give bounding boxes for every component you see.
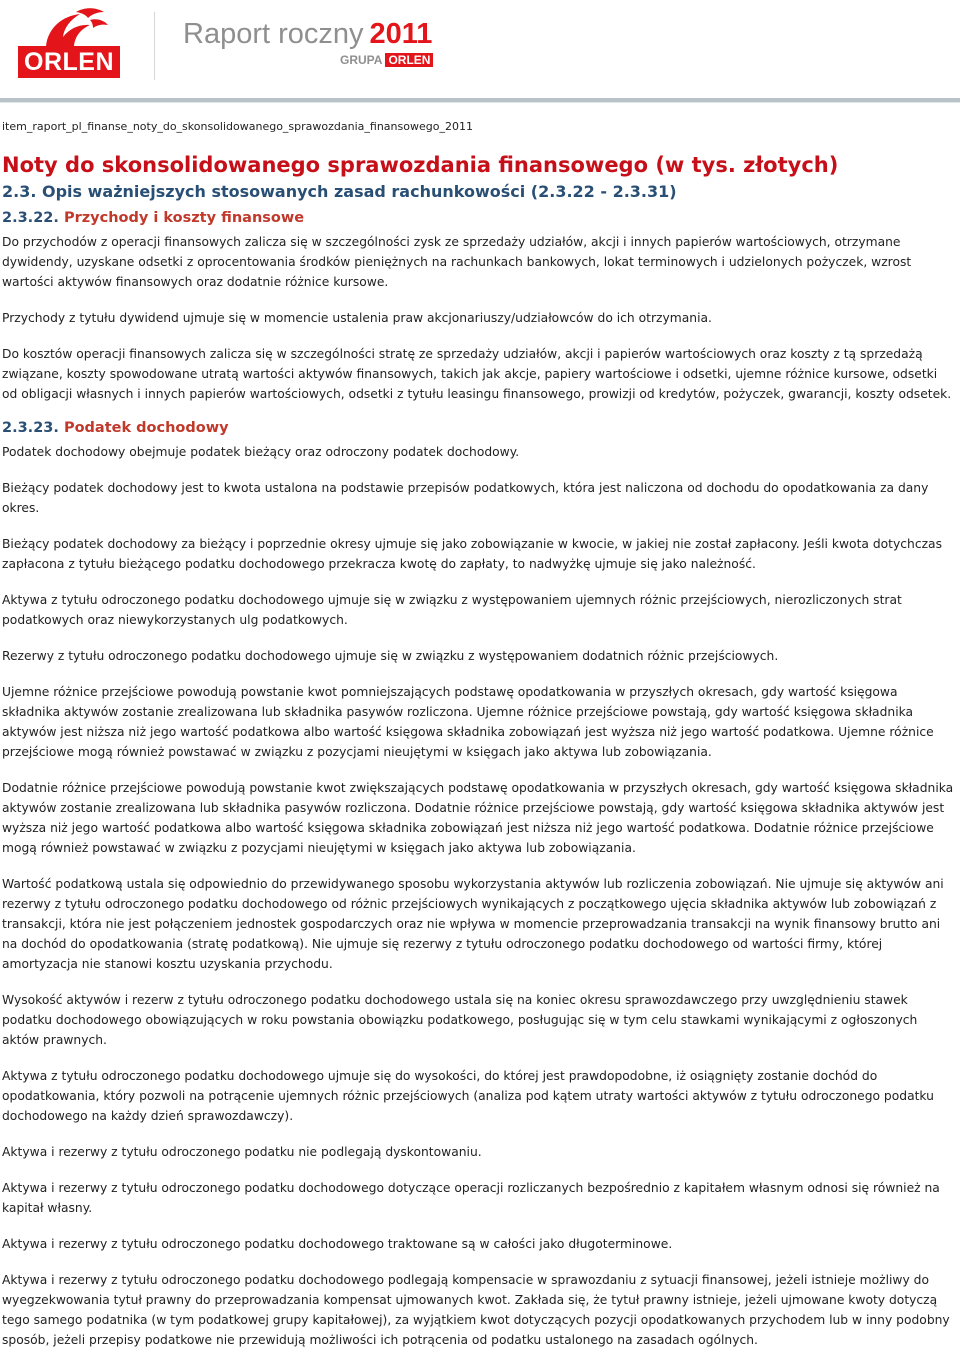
logo-wordmark: ORLEN bbox=[18, 46, 120, 78]
paragraph: Bieżący podatek dochodowy za bieżący i poprzednie okresy ujmuje się jako zobowiązanie w kwocie, w jakiej nie został zapłacony. Jeśli kwota dotychczas zapłacona z tytułu bieżącego podatku dochodowego przekracza kwotę do zapłaty, to nadwyżkę ujmuje się jako należność. bbox=[2, 537, 942, 571]
grupa-orlen-label bbox=[340, 53, 433, 68]
paragraph: Aktywa z tytułu odroczonego podatku dochodowego ujmuje się w związku z występowaniem ujemnych różnic przejściowych, nierozliczonych strat podatkowych oraz niewykorzystanych ulg podatkowych. bbox=[2, 593, 902, 627]
paragraph: Podatek dochodowy obejmuje podatek bieżący oraz odroczony podatek dochodowy. bbox=[2, 445, 520, 459]
item-identifier: item_raport_pl_finanse_noty_do_skonsolidowanego_sprawozdania_finansowego_2011 bbox=[2, 120, 473, 133]
paragraph: Aktywa z tytułu odroczonego podatku dochodowego ujmuje się do wysokości, do której jest prawdopodobne, iż osiągnięty zostanie dochód do opodatkowania, który pozwoli na potrącenie ujemnych różnic przejściowych (analiza pod kątem utraty wartości aktywów z tytułu odroczonego podatku dochodowego na każdy dzień sprawozdawczy). bbox=[2, 1069, 934, 1123]
report-title bbox=[183, 14, 432, 54]
subsection-heading-2-3-22 bbox=[2, 204, 954, 232]
document-content bbox=[2, 119, 954, 1366]
eagle-icon bbox=[18, 6, 120, 48]
paragraph: Wysokość aktywów i rezerw z tytułu odroczonego podatku dochodowego ustala się na koniec okresu sprawozdawczego przy uwzględnieniu stawek podatku dochodowego obowiązujących w roku powstania obowiązku podatkowego, posługując się w tym celu stawkami wynikającymi z ogłoszonych aktów prawnych. bbox=[2, 993, 918, 1047]
section-heading: 2.3. Opis ważniejszych stosowanych zasad rachunkowości (2.3.22 - 2.3.31) bbox=[2, 182, 677, 201]
paragraph: Aktywa i rezerwy z tytułu odroczonego podatku dochodowego dotyczące operacji rozliczanych bezpośrednio z kapitałem własnym odnosi się również na kapitał własny. bbox=[2, 1181, 940, 1215]
subsection-heading-2-3-23 bbox=[2, 414, 954, 442]
paragraph: Do kosztów operacji finansowych zalicza się w szczególności stratę ze sprzedaży udziałów, akcji i papierów wartościowych oraz koszty z tą sprzedażą związane, koszty spowodowane utratą wartości aktywów finansowych, takich jak akcje, papiery wartościowe i odsetki, ujemne różnice kursowe, odsetki od obligacji własnych i innych papierów wartościowych, odsetki z tytułu leasingu finansowego, prowizji od kredytów, pożyczek, gwarancji, koszty odsetek. bbox=[2, 347, 952, 401]
paragraph: Przychody z tytułu dywidend ujmuje się w momencie ustalenia praw akcjonariuszy/udziałowców do ich otrzymania. bbox=[2, 311, 712, 325]
paragraph: Bieżący podatek dochodowy jest to kwota ustalona na podstawie przepisów podatkowych, która jest naliczona od dochodu do opodatkowania za dany okres. bbox=[2, 481, 929, 515]
report-header bbox=[0, 0, 960, 100]
header-rule-shadow bbox=[0, 102, 960, 103]
orlen-logo[interactable] bbox=[18, 6, 120, 78]
paragraph: Dodatnie różnice przejściowe powodują powstanie kwot zwiększających podstawę opodatkowania w przyszłych okresach, gdy wartość księgowa składnika aktywów zostanie zrealizowana lub składnika pasywów rozliczona. Dodatnie różnice przejściowe powstają, gdy wartość księgowa składnika aktywów jest wyższa niż jego wartość podatkowa albo wartość księgowa składnika zobowiązań jest niższa niż jego wartość podatkowa. Dodatnie różnice przejściowe mogą również powstawać w związku z pozycjami nieujętymi w księgach jako aktywa lub zobowiązania. bbox=[2, 781, 954, 855]
report-year: 2011 bbox=[369, 18, 433, 50]
grupa-brand: ORLEN bbox=[385, 53, 433, 67]
subsection-title: Podatek dochodowy bbox=[63, 420, 229, 436]
section-paragraphs-2-3-22 bbox=[2, 232, 954, 404]
paragraph: Ujemne różnice przejściowe powodują powstanie kwot pomniejszających podstawę opodatkowania w przyszłych okresach, gdy wartość księgowa składnika aktywów zostanie zrealizowana lub składnika pasywów rozliczona. Ujemne różnice przejściowe powstają, gdy wartość księgowa składnika aktywów jest niższa niż jego wartość podatkowa albo wartość księgowa składnika zobowiązań jest wyższa niż jego wartość podatkowa. Ujemne różnice przejściowe mogą również powstawać w związku z pozycjami nieujętymi w księgach jako aktywa lub zobowiązania. bbox=[2, 685, 934, 759]
grupa-text: GRUPA bbox=[340, 53, 383, 67]
paragraph: Aktywa i rezerwy z tytułu odroczonego podatku dochodowego traktowane są w całości jako długoterminowe. bbox=[2, 1237, 673, 1251]
paragraph: Aktywa i rezerwy z tytułu odroczonego podatku dochodowego podlegają kompensacie w sprawozdaniu z sytuacji finansowej, jeżeli istnieje możliwy do wyegzekwowania tytuł prawny do przeprowadzania kompensat ujmowanych kwot. Zakłada się, że tytuł prawny istnieje, jeżeli ujmowane kwoty dotyczą tego samego podatnika (w tym podatkowej grupy kapitałowej), za wyjątkiem kwot dotyczących pozycji opodatkowanych przychodem lub w inny podobny sposób, jeżeli przepisy podatkowe nie przewidują możliwości ich potrącenia od podatku ustalonego na zasadach ogólnych. bbox=[2, 1273, 950, 1347]
subsection-number: 2.3.22. bbox=[2, 210, 59, 226]
section-paragraphs-2-3-23 bbox=[2, 442, 954, 1350]
paragraph: Wartość podatkową ustala się odpowiednio do przewidywanego sposobu wykorzystania aktywów lub rozliczenia zobowiązań. Nie ujmuje się aktywów ani rezerwy z tytułu odroczonego podatku dochodowego od różnic przejściowych wynikających z początkowego ujęcia składnika aktywów lub zobowiązań z transakcji, która nie jest połączeniem jednostek gospodarczych oraz nie wpływa w momencie przeprowadzania transakcji na wynik finansowy brutto ani na dochód do opodatkowania (stratę podatkową). Nie ujmuje się rezerwy z tytułu odroczonego podatku dochodowego od wartości firmy, której amortyzacja nie stanowi kosztu uzyskania przychodu. bbox=[2, 877, 944, 971]
subsection-number: 2.3.23. bbox=[2, 420, 59, 436]
paragraph: Rezerwy z tytułu odroczonego podatku dochodowego ujmuje się w związku z występowaniem dodatnich różnic przejściowych. bbox=[2, 649, 779, 663]
report-title-text: Raport roczny bbox=[183, 18, 364, 50]
subsection-title: Przychody i koszty finansowe bbox=[63, 210, 305, 226]
paragraph: Do przychodów z operacji finansowych zalicza się w szczególności zysk ze sprzedaży udziałów, akcji i innych papierów wartościowych, otrzymane dywidendy, uzyskane odsetki z oprocentowania środków pieniężnych na rachunkach bankowych, lokat terminowych i udzielonych pożyczek, wzrost wartości aktywów finansowych oraz dodatnie różnice kursowe. bbox=[2, 235, 912, 289]
header-divider bbox=[154, 12, 155, 80]
page-title: Noty do skonsolidowanego sprawozdania finansowego (w tys. złotych) bbox=[2, 153, 839, 177]
paragraph: Aktywa i rezerwy z tytułu odroczonego podatku nie podlegają dyskontowaniu. bbox=[2, 1145, 482, 1159]
